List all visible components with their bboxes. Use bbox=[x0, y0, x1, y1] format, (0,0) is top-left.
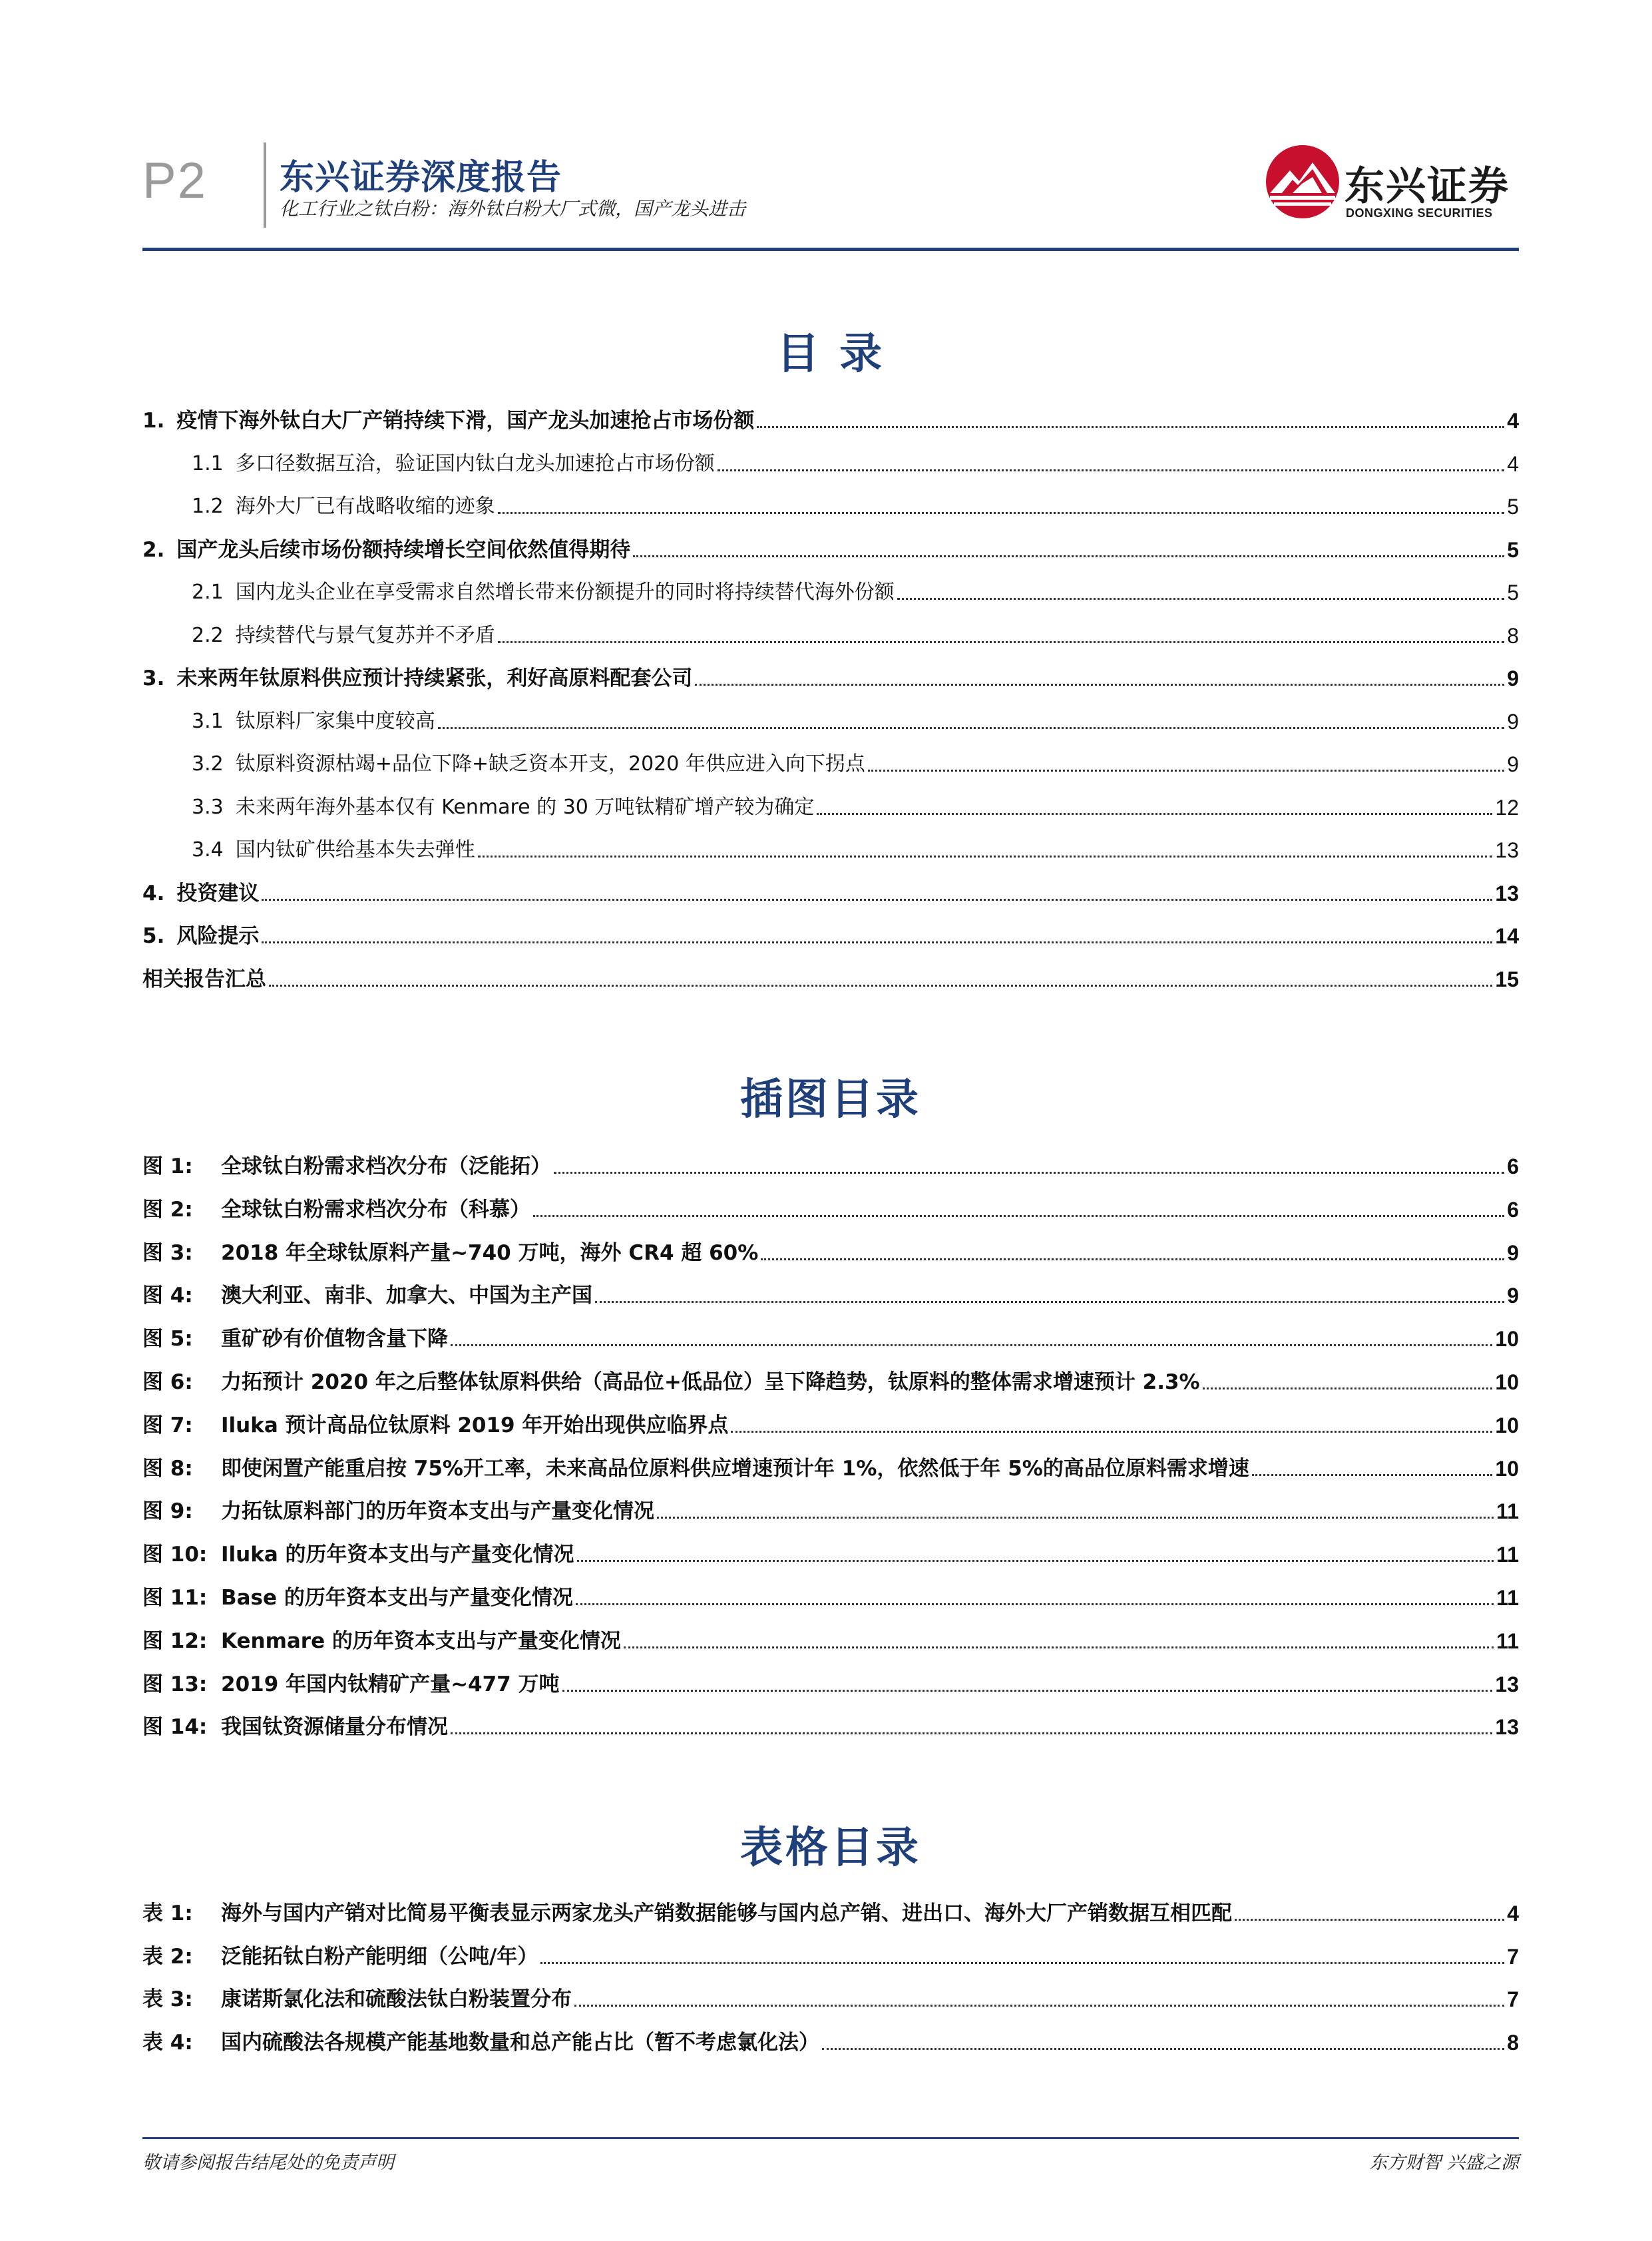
page-ref: 13 bbox=[1495, 1715, 1519, 1740]
table-entry[interactable] bbox=[142, 1975, 1519, 2013]
figure-entry[interactable] bbox=[142, 1186, 1519, 1223]
entry-title: 澳大利亚、南非、加拿大、中国为主产国 bbox=[221, 1284, 592, 1308]
entry-title: 海外大厂已有战略收缩的迹象 bbox=[235, 495, 495, 518]
entry-number: 图 11: bbox=[142, 1586, 208, 1610]
toc-entry[interactable] bbox=[142, 784, 1519, 821]
entry-label bbox=[142, 1369, 1200, 1395]
page-ref: 11 bbox=[1496, 1543, 1519, 1567]
dot-leader bbox=[269, 985, 1492, 987]
entry-title: 力拓钛原料部门的历年资本支出与产量变化情况 bbox=[221, 1499, 654, 1524]
footer-slogan: 东方财智 兴盛之源 bbox=[1369, 2152, 1519, 2173]
entry-label bbox=[142, 1541, 574, 1568]
dot-leader bbox=[1235, 1919, 1504, 1921]
entry-label bbox=[142, 665, 692, 692]
dot-leader bbox=[576, 1603, 1494, 1605]
dot-leader bbox=[554, 1172, 1504, 1174]
dot-leader bbox=[451, 1732, 1492, 1734]
page-ref: 10 bbox=[1495, 1456, 1519, 1481]
entry-title: 我国钛资源储量分布情况 bbox=[221, 1715, 448, 1740]
report-subtitle: 化工行业之钛白粉：海外钛白粉大厂式微，国产龙头进击 bbox=[280, 198, 746, 220]
entry-title: 持续替代与景气复苏并不矛盾 bbox=[235, 623, 495, 647]
dot-leader bbox=[761, 1258, 1504, 1260]
company-logo bbox=[1263, 142, 1527, 229]
page-ref: 13 bbox=[1495, 881, 1519, 905]
entry-title: 2019 年国内钛精矿产量~477 万吨 bbox=[221, 1672, 560, 1696]
entry-title: 投资建议 bbox=[176, 881, 260, 905]
dot-leader bbox=[1252, 1474, 1493, 1476]
entry-title: 国产龙头后续市场份额持续增长空间依然值得期待 bbox=[176, 537, 631, 562]
page-ref: 14 bbox=[1495, 924, 1519, 948]
figure-entry[interactable] bbox=[142, 1229, 1519, 1266]
toc-entry[interactable] bbox=[142, 397, 1519, 434]
entry-label bbox=[142, 1282, 592, 1309]
figure-entry[interactable] bbox=[142, 1703, 1519, 1740]
entry-title: 未来两年海外基本仅有 Kenmare 的 30 万吨钛精矿增产较为确定 bbox=[235, 795, 815, 819]
entry-number: 图 7: bbox=[142, 1413, 193, 1437]
entry-number: 表 4: bbox=[142, 2030, 193, 2055]
entry-number: 4. bbox=[142, 881, 165, 905]
dot-leader bbox=[595, 1301, 1504, 1303]
entry-number: 图 14: bbox=[142, 1715, 208, 1740]
entry-number: 图 5: bbox=[142, 1327, 193, 1352]
entry-title: Kenmare 的历年资本支出与产量变化情况 bbox=[221, 1628, 621, 1653]
entry-number: 图 13: bbox=[142, 1672, 208, 1696]
dot-leader bbox=[498, 641, 1504, 643]
entry-number: 表 1: bbox=[142, 1901, 193, 1925]
toc-entry[interactable] bbox=[142, 826, 1519, 864]
page-ref: 6 bbox=[1507, 1154, 1519, 1178]
entry-label bbox=[142, 1900, 1232, 1927]
page-ref: 13 bbox=[1495, 838, 1519, 862]
entry-title: 全球钛白粉需求档次分布（科慕） bbox=[221, 1197, 530, 1222]
dot-leader bbox=[562, 1690, 1493, 1692]
entry-number: 图 3: bbox=[142, 1240, 193, 1265]
entry-label bbox=[192, 493, 495, 520]
page-ref: 12 bbox=[1495, 795, 1519, 820]
figure-entry[interactable] bbox=[142, 1574, 1519, 1611]
entry-number: 图 2: bbox=[142, 1197, 193, 1222]
table-entry[interactable] bbox=[142, 2019, 1519, 2056]
toc-entry[interactable] bbox=[142, 569, 1519, 606]
entry-title: 风险提示 bbox=[176, 924, 260, 948]
logo-mountain-icon bbox=[1263, 142, 1342, 221]
entry-title: 相关报告汇总 bbox=[142, 967, 266, 991]
figure-entry[interactable] bbox=[142, 1660, 1519, 1698]
dot-leader bbox=[1203, 1387, 1493, 1389]
toc-entry[interactable] bbox=[142, 955, 1519, 993]
dot-leader bbox=[498, 512, 1504, 514]
dot-leader bbox=[478, 856, 1493, 858]
page-ref: 4 bbox=[1507, 451, 1519, 476]
entry-title: 泛能拓钛白粉产能明细（公吨/年） bbox=[221, 1944, 538, 1969]
figure-entry[interactable] bbox=[142, 1142, 1519, 1180]
page-ref: 8 bbox=[1507, 623, 1519, 648]
page-ref: 13 bbox=[1495, 1672, 1519, 1696]
page-ref: 9 bbox=[1507, 1284, 1519, 1308]
figure-entry[interactable] bbox=[142, 1445, 1519, 1482]
entry-title: 即使闲置产能重启按 75%开工率，未来高品位原料供应增速预计年 1%，依然低于年 5%的高品位原料需求增速 bbox=[221, 1456, 1249, 1481]
dot-leader bbox=[897, 598, 1504, 600]
entry-label bbox=[142, 1986, 572, 2013]
page-ref: 4 bbox=[1507, 1901, 1519, 1925]
dot-leader bbox=[817, 813, 1492, 815]
page-ref: 5 bbox=[1507, 495, 1519, 519]
entry-label bbox=[192, 708, 435, 735]
toc-entry[interactable] bbox=[142, 870, 1519, 907]
figure-entry[interactable] bbox=[142, 1617, 1519, 1654]
page-ref: 7 bbox=[1507, 1987, 1519, 2011]
entry-title: 国内钛矿供给基本失去弹性 bbox=[235, 838, 475, 862]
dot-leader bbox=[438, 727, 1504, 729]
dot-leader bbox=[731, 1431, 1492, 1433]
entry-number: 3.4 bbox=[192, 838, 224, 862]
page-ref: 9 bbox=[1507, 1240, 1519, 1265]
entry-title: 力拓预计 2020 年之后整体钛原料供给（高品位+低品位）呈下降趋势，钛原料的整体需求增速预计 2.3% bbox=[221, 1370, 1200, 1394]
dot-leader bbox=[757, 426, 1504, 428]
entry-label bbox=[142, 537, 630, 563]
entry-label bbox=[142, 407, 754, 434]
entry-number: 2.1 bbox=[192, 581, 224, 604]
header-divider bbox=[264, 142, 266, 228]
entry-number: 2. bbox=[142, 537, 165, 562]
dot-leader bbox=[624, 1646, 1494, 1648]
page-ref: 8 bbox=[1507, 2030, 1519, 2055]
entry-number: 表 2: bbox=[142, 1944, 193, 1969]
page-number: P2 bbox=[142, 152, 207, 209]
entry-number: 图 6: bbox=[142, 1370, 193, 1394]
page-ref: 15 bbox=[1495, 967, 1519, 991]
page-ref: 9 bbox=[1507, 666, 1519, 690]
entry-label bbox=[142, 1412, 728, 1439]
dot-leader bbox=[540, 1962, 1504, 1964]
page-ref: 10 bbox=[1495, 1413, 1519, 1437]
entry-label bbox=[142, 1326, 448, 1352]
figure-entry[interactable] bbox=[142, 1272, 1519, 1309]
entry-title: 国内龙头企业在享受需求自然增长带来份额提升的同时将持续替代海外份额 bbox=[235, 581, 895, 604]
page-ref: 4 bbox=[1507, 409, 1519, 433]
entry-label bbox=[192, 751, 865, 778]
entry-title: 多口径数据互洽，验证国内钛白龙头加速抢占市场份额 bbox=[235, 451, 715, 475]
entry-title: Iluka 的历年资本支出与产量变化情况 bbox=[221, 1543, 574, 1567]
page-ref: 10 bbox=[1495, 1370, 1519, 1394]
toc-entry[interactable] bbox=[142, 526, 1519, 563]
entry-label bbox=[142, 1153, 551, 1180]
dot-leader bbox=[533, 1215, 1504, 1217]
table-entry[interactable] bbox=[142, 1889, 1519, 1927]
entry-number: 1.2 bbox=[192, 495, 224, 518]
entry-number: 5. bbox=[142, 924, 165, 948]
dot-leader bbox=[574, 2005, 1504, 2007]
entry-label bbox=[142, 1585, 573, 1611]
toc-entry[interactable] bbox=[142, 483, 1519, 520]
report-title: 东兴证券深度报告 bbox=[280, 158, 562, 198]
page-ref: 10 bbox=[1495, 1327, 1519, 1352]
toc-heading: 目 录 bbox=[776, 330, 885, 379]
dot-leader bbox=[633, 555, 1504, 557]
entry-label bbox=[142, 923, 259, 949]
dot-leader bbox=[695, 684, 1504, 686]
toc-entry[interactable] bbox=[142, 612, 1519, 649]
entry-number: 图 1: bbox=[142, 1154, 193, 1178]
table-entry[interactable] bbox=[142, 1933, 1519, 1970]
page-ref: 11 bbox=[1496, 1628, 1519, 1653]
entry-title: 重矿砂有价值物含量下降 bbox=[221, 1327, 448, 1352]
entry-label bbox=[192, 579, 895, 606]
figure-entry[interactable] bbox=[142, 1487, 1519, 1525]
logo-text-en: DONGXING SECURITIES bbox=[1346, 206, 1493, 220]
entry-number: 3.1 bbox=[192, 709, 224, 733]
page-ref: 5 bbox=[1507, 581, 1519, 605]
entry-label bbox=[142, 1196, 530, 1223]
page-ref: 11 bbox=[1496, 1499, 1519, 1524]
entry-title: 未来两年钛原料供应预计持续紧张，利好高原料配套公司 bbox=[176, 666, 693, 690]
entry-title: Iluka 预计高品位钛原料 2019 年开始出现供应临界点 bbox=[221, 1413, 729, 1437]
entry-number: 3. bbox=[142, 666, 165, 690]
entry-title: 2018 年全球钛原料产量~740 万吨，海外 CR4 超 60% bbox=[221, 1240, 759, 1265]
entry-number: 1. bbox=[142, 409, 165, 433]
toc-entry[interactable] bbox=[142, 440, 1519, 477]
page-ref: 5 bbox=[1507, 537, 1519, 562]
entry-label bbox=[142, 880, 259, 907]
entry-label bbox=[142, 1498, 654, 1525]
entry-label bbox=[192, 451, 715, 477]
entry-label bbox=[142, 1455, 1249, 1482]
entry-label bbox=[142, 966, 266, 993]
header-rule bbox=[142, 248, 1519, 251]
page-ref: 6 bbox=[1507, 1197, 1519, 1222]
entry-title: 康诺斯氯化法和硫酸法钛白粉装置分布 bbox=[221, 1987, 572, 2011]
dot-leader bbox=[262, 941, 1492, 943]
figure-entry[interactable] bbox=[142, 1531, 1519, 1568]
entry-label bbox=[142, 1240, 758, 1266]
dot-leader bbox=[868, 770, 1504, 772]
page-ref: 11 bbox=[1496, 1586, 1519, 1610]
entry-number: 图 9: bbox=[142, 1499, 193, 1524]
entry-number: 图 10: bbox=[142, 1543, 208, 1567]
entry-number: 3.2 bbox=[192, 752, 224, 776]
page-ref: 9 bbox=[1507, 752, 1519, 776]
entry-label bbox=[142, 2029, 819, 2056]
entry-title: Base 的历年资本支出与产量变化情况 bbox=[221, 1586, 573, 1610]
toc-entry[interactable] bbox=[142, 654, 1519, 692]
entry-number: 3.3 bbox=[192, 795, 224, 819]
tables-heading: 表格目录 bbox=[740, 1824, 921, 1873]
toc-entry[interactable] bbox=[142, 740, 1519, 778]
entry-label bbox=[192, 837, 475, 864]
figures-heading: 插图目录 bbox=[740, 1075, 921, 1124]
dot-leader bbox=[577, 1560, 1494, 1562]
entry-title: 全球钛白粉需求档次分布（泛能拓） bbox=[221, 1154, 551, 1178]
figure-entry[interactable] bbox=[142, 1315, 1519, 1352]
figure-entry[interactable] bbox=[142, 1358, 1519, 1395]
footer-disclaimer: 敬请参阅报告结尾处的免责声明 bbox=[142, 2152, 394, 2173]
figure-entry[interactable] bbox=[142, 1401, 1519, 1439]
dot-leader bbox=[822, 2048, 1504, 2050]
logo-text-cn: 东兴证券 bbox=[1344, 163, 1510, 210]
page-ref: 7 bbox=[1507, 1944, 1519, 1969]
entry-number: 图 12: bbox=[142, 1628, 208, 1653]
dot-leader bbox=[451, 1344, 1492, 1346]
entry-title: 国内硫酸法各规模产能基地数量和总产能占比（暂不考虑氯化法） bbox=[221, 2030, 819, 2055]
entry-label bbox=[142, 1714, 448, 1740]
entry-number: 2.2 bbox=[192, 623, 224, 647]
entry-title: 钛原料厂家集中度较高 bbox=[235, 709, 435, 733]
toc-entry[interactable] bbox=[142, 912, 1519, 949]
entry-number: 1.1 bbox=[192, 451, 224, 475]
toc-entry[interactable] bbox=[142, 698, 1519, 735]
dot-leader bbox=[262, 899, 1492, 901]
footer-rule bbox=[142, 2137, 1519, 2139]
entry-title: 疫情下海外钛白大厂产销持续下滑，国产龙头加速抢占市场份额 bbox=[176, 409, 755, 433]
page-ref: 9 bbox=[1507, 709, 1519, 734]
entry-title: 钛原料资源枯竭+品位下降+缺乏资本开支，2020 年供应进入向下拐点 bbox=[235, 752, 865, 776]
entry-label bbox=[142, 1628, 621, 1654]
entry-number: 图 8: bbox=[142, 1456, 193, 1481]
entry-label bbox=[192, 794, 814, 821]
entry-number: 表 3: bbox=[142, 1987, 193, 2011]
entry-label bbox=[142, 1943, 538, 1970]
entry-label bbox=[142, 1671, 560, 1698]
dot-leader bbox=[657, 1517, 1494, 1519]
entry-title: 海外与国内产销对比简易平衡表显示两家龙头产销数据能够与国内总产销、进出口、海外大厂产销数据互相匹配 bbox=[221, 1901, 1232, 1925]
entry-number: 图 4: bbox=[142, 1284, 193, 1308]
dot-leader bbox=[718, 469, 1504, 471]
entry-label bbox=[192, 622, 495, 649]
